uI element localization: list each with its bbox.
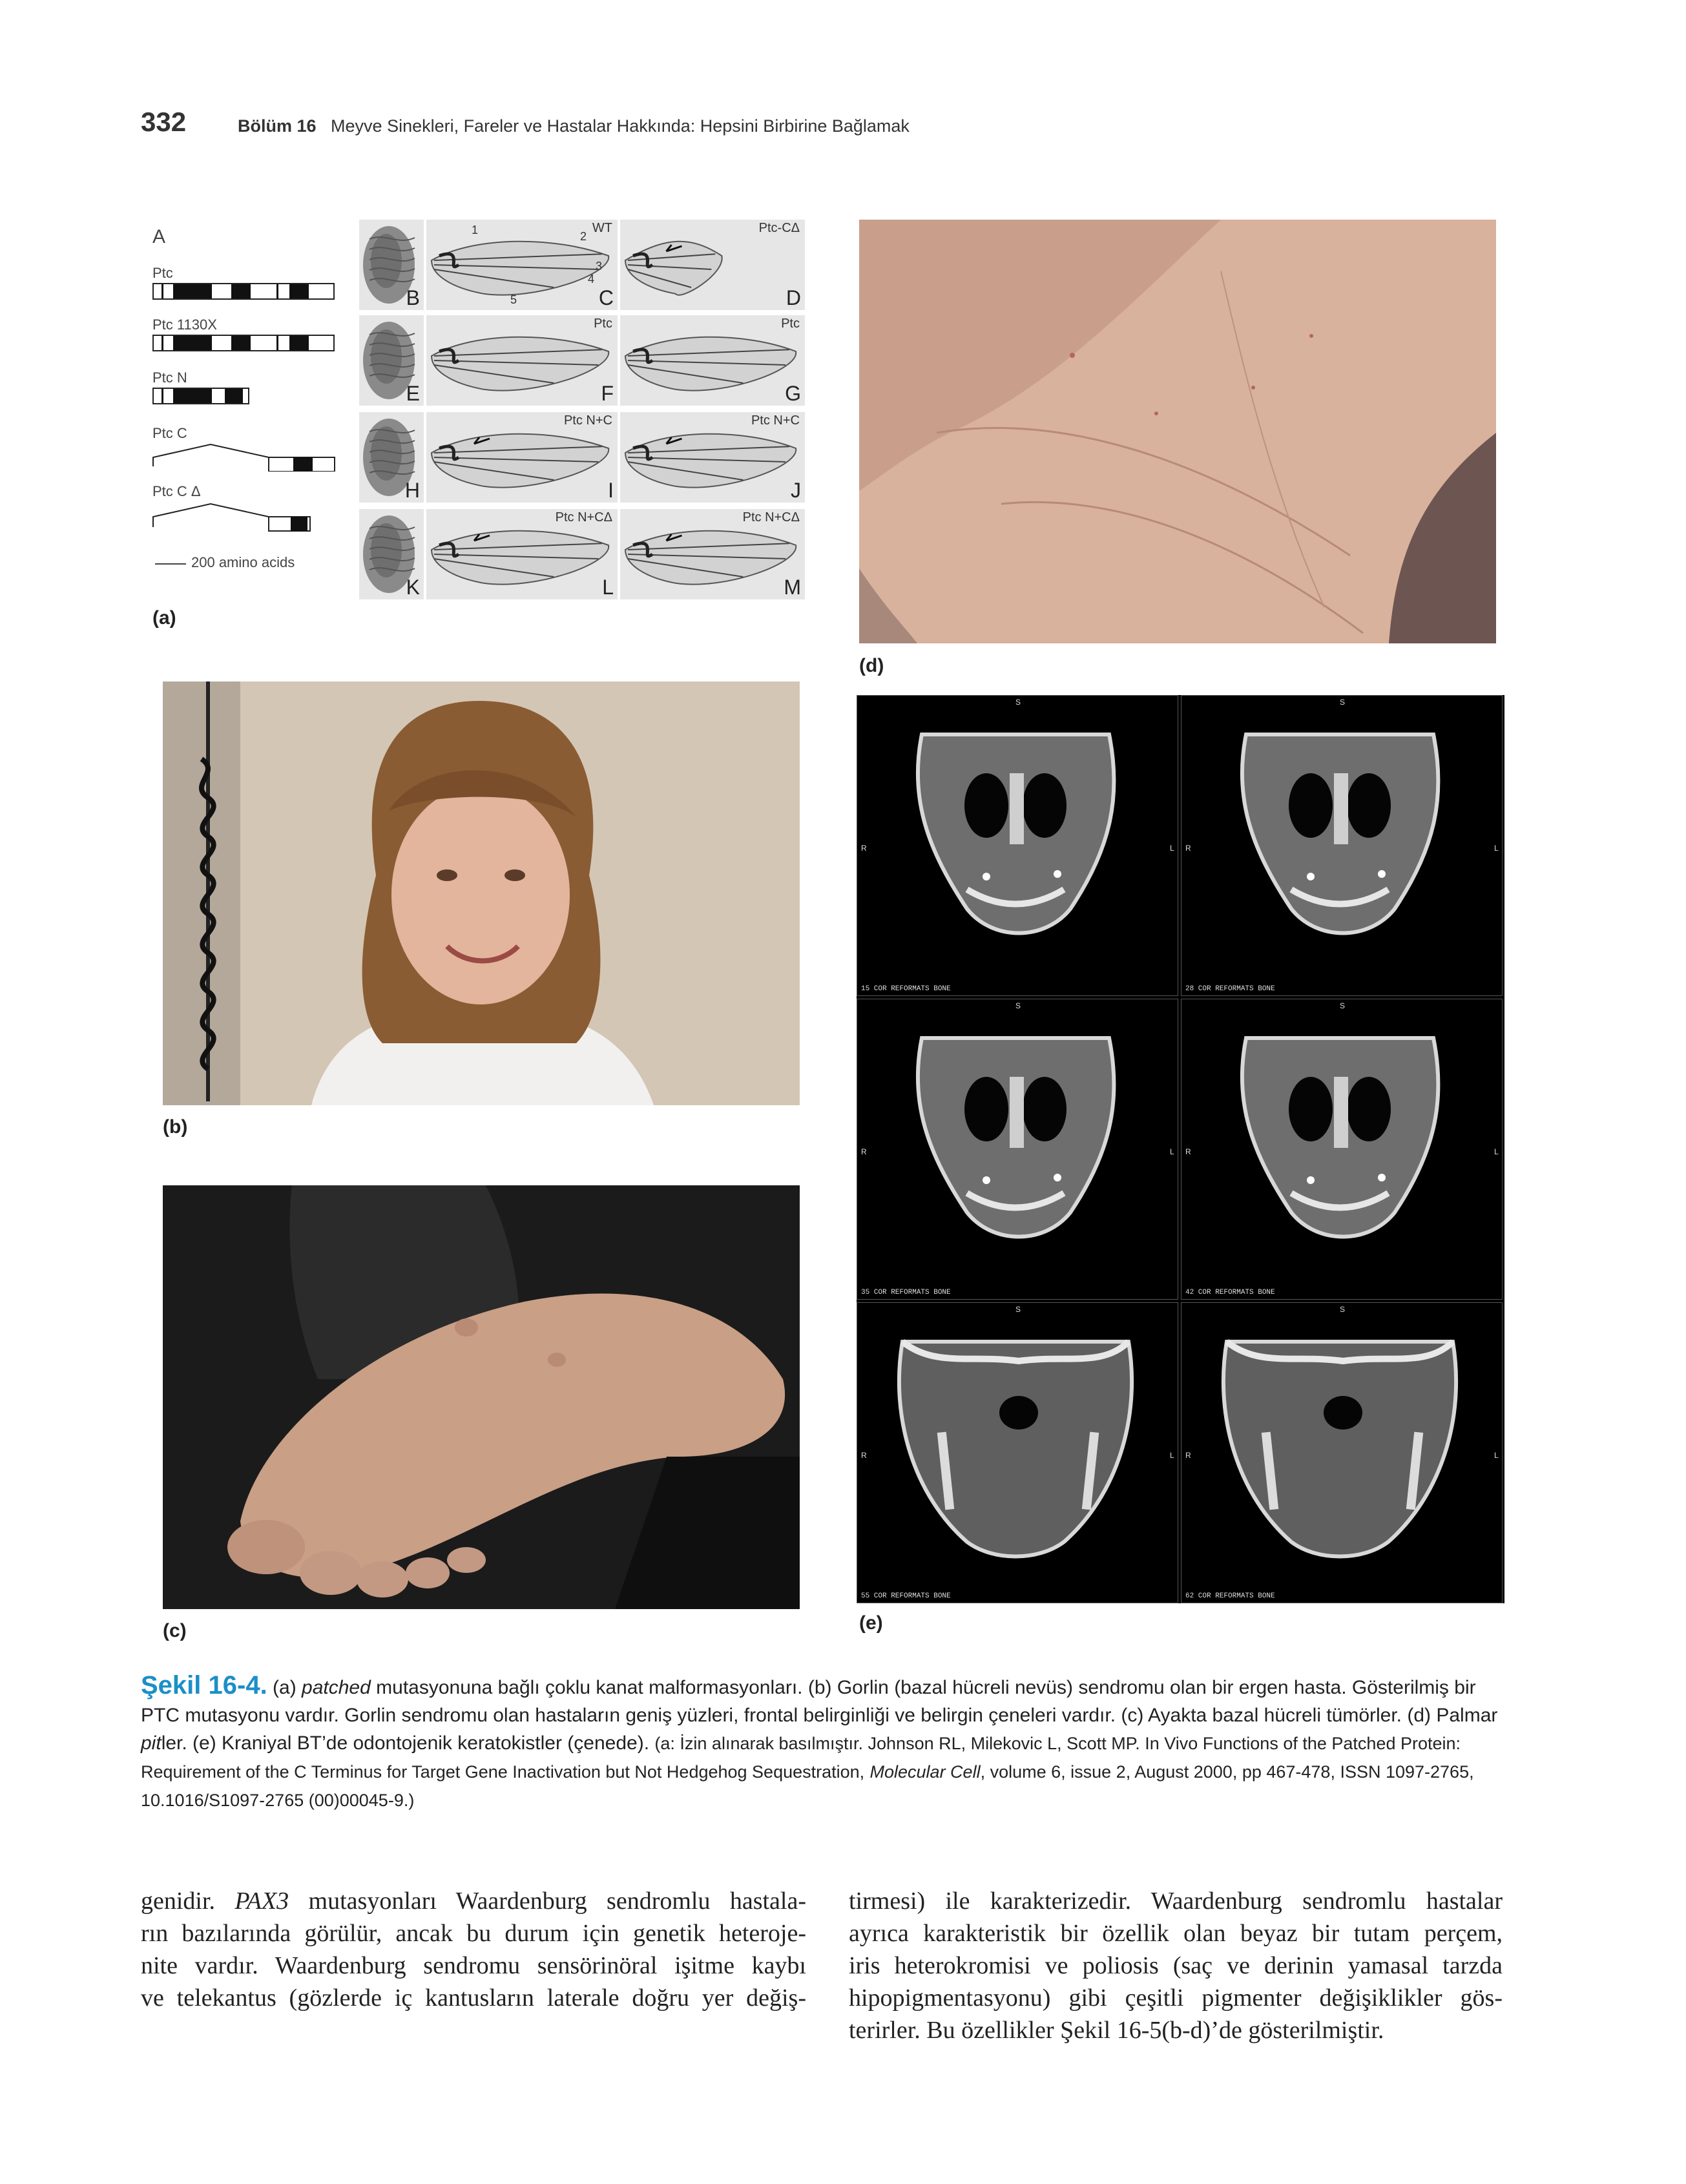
cell-letter: C [598,286,614,309]
ct-slice [857,695,1178,996]
body-column-left [141,1885,806,2014]
svg-text:R: R [1185,844,1191,853]
construct-bar-ptcn [152,388,249,404]
cell-letter: J [791,479,801,502]
ct-slice [857,999,1178,1300]
chapter-title: Meyve Sinekleri, Fareler ve Hastalar Hakkında: Hepsini Birbirine Bağlamak [331,116,910,136]
ct-slice-label: 35 COR REFORMATS BONE [861,1289,951,1296]
wing-image [426,315,618,406]
palm-illustration [859,220,1496,643]
caption-credit-italic: Molecular Cell [869,1762,981,1782]
construct-bar-ptc [152,283,335,300]
cell-letter: H [404,479,420,502]
body-line: ve telekantus (gözlerde iç kantusların laterale doğru yer değiş- [141,1984,806,2012]
palm-photo [859,220,1496,643]
panel-label-e: (e) [859,1612,883,1634]
panel-label-c: (c) [163,1620,187,1641]
construct-bar-ptc1130x [152,335,335,351]
construct-label-ptccdelta: Ptc C Δ [152,483,201,499]
body-line: ayrıca karakteristik bir özellik olan beyaz bir tutam perçem, [849,1920,1503,1947]
vein-number: 1 [472,224,479,236]
svg-text:S: S [1339,698,1346,707]
cell-letter: L [602,576,614,599]
cell-letter: D [786,286,801,309]
construct-label-ptc: Ptc [152,265,173,281]
svg-text:S: S [1015,1001,1021,1010]
body-line: rın bazılarında görülür, ancak bu durum için genetik heteroje- [141,1920,806,1947]
wing-image [620,412,805,503]
wing-image [426,412,618,503]
vein-number: 4 [588,273,595,286]
ct-slice [857,1302,1178,1603]
wing-image [426,220,618,310]
diagram-heading: A [152,226,166,247]
ptc-construct-diagram [149,220,355,601]
vein-number: 3 [596,260,603,273]
construct-bar-ptcc [152,439,340,472]
construct-label-ptc1130x: Ptc 1130X [152,317,217,333]
svg-text:S: S [1015,698,1021,707]
caption-credit-2: , volume 6, issue 2, August 2000, pp 467-478, ISSN 1097-2765, 10.1016/S1097-2765 (00)00045-9.) [141,1762,1474,1810]
body-line: iris heterokromisi ve poliosis (saç ve derinin yamasal tarzda [849,1952,1503,1979]
svg-text:L: L [1170,844,1174,853]
ct-slice-label: 28 COR REFORMATS BONE [1185,985,1275,993]
genotype-label: Ptc N+C [563,413,612,428]
body-column-right [849,1885,1503,2046]
caption-text-2: mutasyonuna bağlı çoklu kanat malformasyonları. (b) Gorlin (bazal hücreli nevüs) sendromu olan bir ergen hasta. Gösterilmiş bir PTC mutasyonu vardır. Gorlin sendromu olan hastaların geniş yüzleri, frontal belirginliği ve belirgin çeneleri vardır. (c) Ayakta bazal hücreli tümörler. (d) Palmar [141,1677,1498,1726]
cell-letter: E [406,382,420,405]
body-line: nite vardır. Waardenburg sendromu sensörinöral işitme kaybı [141,1952,806,1979]
cell-letter: F [601,382,614,405]
genotype-label: Ptc [781,317,800,331]
panel-label-a: (a) [152,607,176,629]
ct-slice-label: 62 COR REFORMATS BONE [1185,1592,1275,1600]
caption-italic-1: patched [302,1677,371,1698]
genotype-label: Ptc [594,317,612,331]
patient-portrait-photo [163,681,800,1105]
chapter-label: Bölüm 16 [238,116,317,136]
body-line: terirler. Bu özellikler Şekil 16-5(b-d)’de gösterilmiştir. [849,2017,1384,2044]
genotype-label: Ptc N+C [751,413,800,428]
genotype-label: Ptc N+CΔ [555,510,612,525]
panel-label-b: (b) [163,1116,188,1138]
foot-sole-photo [163,1185,800,1609]
page-number: 332 [141,107,187,137]
svg-text:L: L [1170,1451,1174,1460]
wing-image [620,509,805,599]
ct-slice-label: 42 COR REFORMATS BONE [1185,1289,1275,1296]
genotype-label: Ptc N+CΔ [742,510,800,525]
cell-letter: K [406,576,420,599]
svg-text:L: L [1494,1147,1499,1156]
portrait-illustration [163,681,800,1105]
svg-text:R: R [1185,1451,1191,1460]
ct-slice-label: 55 COR REFORMATS BONE [861,1592,951,1600]
svg-text:L: L [1494,1451,1499,1460]
genotype-label: Ptc-CΔ [758,221,800,235]
wing-image [620,220,805,310]
ct-scan-grid [857,695,1504,1603]
body-line: genidir. PAX3 mutasyonları Waardenburg sendromlu hastala- [141,1888,807,1915]
construct-bar-ptccdelta [152,497,340,532]
wing-image-gallery [359,220,805,599]
imaginal-disc-image [359,412,424,503]
figure-label: Şekil 16-4. [141,1671,267,1700]
panel-label-d: (d) [859,655,884,676]
caption-text-1: (a) [273,1677,297,1698]
svg-text:R: R [861,1451,867,1460]
svg-text:R: R [861,1147,867,1156]
figure-caption [141,1672,1504,1815]
caption-italic-2: pit [141,1732,161,1754]
svg-text:L: L [1170,1147,1174,1156]
scale-label: 200 amino acids [191,554,295,570]
running-header [238,116,910,136]
ct-slice-label: 15 COR REFORMATS BONE [861,985,951,993]
ct-slice [1181,1302,1503,1603]
body-line: hipopigmentasyonu) gibi çeşitli pigmenter değişiklikler gös- [849,1984,1503,2012]
caption-credit-1: (a: İzin alınarak basılmıştır. Johnson RL, Milekovic L, Scott MP. In Vivo Functions of the Patched Protein: Requirement of the C Terminus for Target Gene Inactivation but Not Hedgehog Sequestration, [141,1734,1461,1782]
cell-letter: M [784,576,801,599]
caption-text-3: ler. (e) Kraniyal BT’de odontojenik keratokistler (çenede). [161,1732,650,1754]
vein-number: 5 [510,293,517,306]
scale-bar [155,563,186,565]
svg-text:R: R [1185,1147,1191,1156]
svg-text:L: L [1494,844,1499,853]
ct-slice [1181,695,1503,996]
cell-letter: G [785,382,801,405]
genotype-label: WT [592,221,612,235]
svg-text:S: S [1015,1305,1021,1314]
imaginal-disc-image [359,509,424,599]
wing-image [620,315,805,406]
svg-text:S: S [1339,1001,1346,1010]
imaginal-disc-image [359,220,424,310]
imaginal-disc-image [359,315,424,406]
svg-text:R: R [861,844,867,853]
wing-image [426,509,618,599]
construct-label-ptcc: Ptc C [152,425,187,441]
foot-illustration [163,1185,800,1609]
construct-label-ptcn: Ptc N [152,369,187,386]
vein-number: 2 [580,230,587,243]
cell-letter: I [608,479,614,502]
ct-slice [1181,999,1503,1300]
svg-text:S: S [1339,1305,1346,1314]
body-line: tirmesi) ile karakterizedir. Waardenburg sendromlu hastalar [849,1888,1503,1915]
cell-letter: B [406,286,420,309]
